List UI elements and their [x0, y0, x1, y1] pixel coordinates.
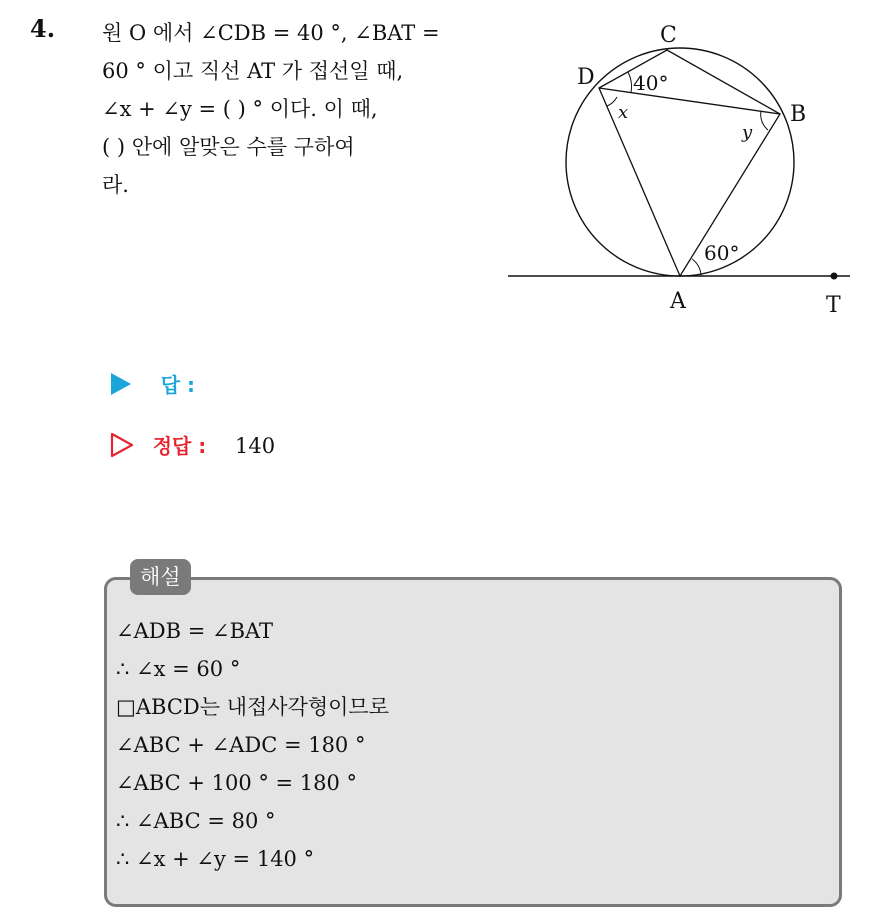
circle-o — [566, 48, 794, 276]
question-line: 60 ° 이고 직선 AT 가 접선일 때, — [102, 59, 404, 83]
question-line: 라. — [102, 173, 129, 197]
explanation-line: □ABCD는 내접사각형이므로 — [116, 695, 389, 719]
explanation-line: ∴ ∠ABC = 80 ° — [116, 809, 276, 833]
explanation-line: ∠ABC + ∠ADC = 180 ° — [116, 733, 366, 757]
question-number: 4. — [30, 14, 56, 43]
angle-label-y: y — [742, 122, 753, 143]
angle-arc-bat — [692, 259, 701, 276]
label-a: A — [670, 289, 686, 314]
correct-answer-label: 정답 : — [152, 434, 207, 458]
question-line: ( ) 안에 알맞은 수를 구하여 — [102, 135, 355, 159]
correct-answer-row — [110, 430, 275, 459]
explanation-line: ∴ ∠x = 60 ° — [116, 657, 241, 681]
angle-arc-cdb — [628, 72, 632, 93]
correct-answer-value: 140 — [234, 434, 276, 458]
explanation-line: ∠ADB = ∠BAT — [116, 619, 274, 643]
label-c: C — [660, 23, 677, 48]
quadrilateral-abcd — [599, 50, 780, 276]
label-t: T — [826, 293, 841, 318]
geometry-figure — [500, 14, 870, 324]
circle-diagram — [500, 14, 870, 324]
answer-label: 답 : — [160, 373, 195, 397]
play-triangle-icon — [110, 372, 132, 396]
answer-row — [110, 369, 217, 398]
explanation-tag: 해설 — [130, 559, 191, 595]
point-t — [831, 273, 838, 280]
explanation-line: ∠ABC + 100 ° = 180 ° — [116, 771, 358, 795]
question-line: ∠x + ∠y = ( ) ° 이다. 이 때, — [102, 97, 378, 121]
angle-label-x: x — [618, 102, 629, 123]
outline-triangle-icon — [110, 432, 134, 458]
angle-label-bat: 60° — [704, 241, 740, 265]
angle-arc-y — [761, 111, 768, 130]
angle-arc-x — [607, 97, 617, 106]
question-text — [102, 14, 480, 204]
question-line: 원 O 에서 ∠CDB = 40 °, ∠BAT = — [102, 21, 440, 45]
label-d: D — [577, 65, 595, 90]
explanation-line: ∴ ∠x + ∠y = 140 ° — [116, 847, 315, 871]
label-b: B — [790, 102, 807, 127]
angle-label-cdb: 40° — [633, 71, 669, 95]
explanation-content — [116, 612, 389, 878]
